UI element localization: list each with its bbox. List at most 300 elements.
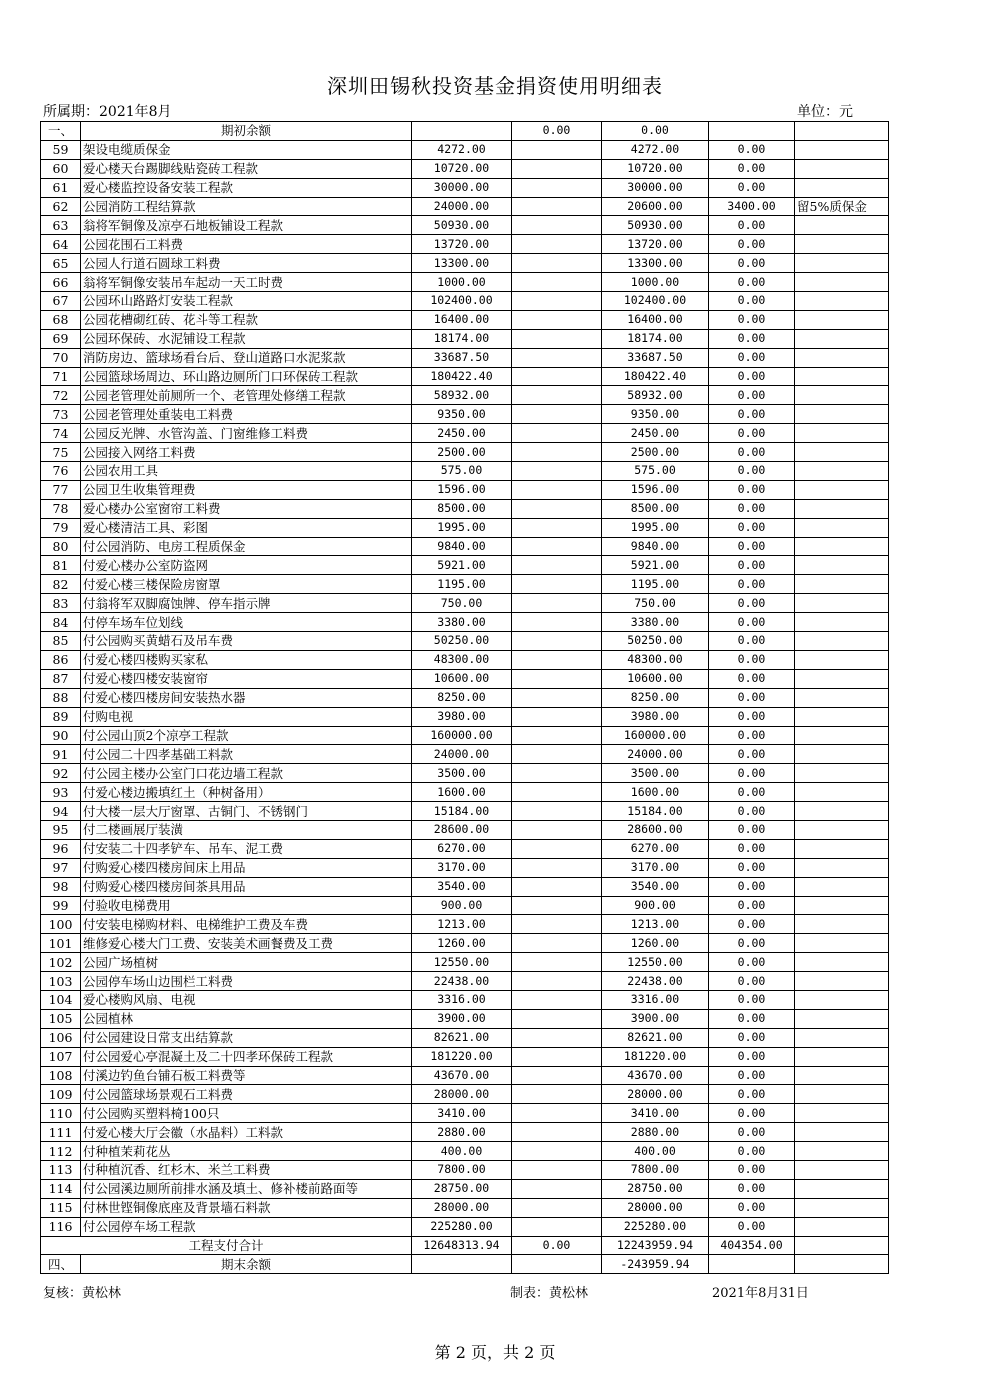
amount-cell: 0.00 [709,140,795,159]
row-description: 翁将军铜像及凉亭石地板铺设工程款 [81,216,412,235]
amount-cell: 0.00 [709,462,795,481]
amount-cell: 5921.00 [412,556,512,575]
amount-cell: 160000.00 [412,726,512,745]
row-description: 付公园二十四孝基础工料款 [81,745,412,764]
amount-cell: 28000.00 [412,1085,512,1104]
row-number: 114 [41,1179,81,1198]
ledger-row [41,783,889,802]
amount-cell: 0.00 [709,424,795,443]
row-number: 65 [41,254,81,273]
amount-cell: 2450.00 [602,424,709,443]
ledger-row [41,480,889,499]
amount-cell: 0.00 [709,405,795,424]
row-number: 61 [41,178,81,197]
row-number: 60 [41,159,81,178]
amount-cell: 1000.00 [412,273,512,292]
row-description: 付公园爱心亭混凝土及二十四孝环保砖工程款 [81,1047,412,1066]
amount-cell: 1600.00 [602,783,709,802]
remark-cell [795,480,889,499]
row-number: 98 [41,877,81,896]
remark-cell [795,783,889,802]
amount-cell [512,499,602,518]
amount-cell [512,858,602,877]
ledger-row [41,1160,889,1179]
amount-cell: 0.00 [709,159,795,178]
ledger-row [41,820,889,839]
amount-cell [512,462,602,481]
amount-cell: 102400.00 [412,292,512,311]
ledger-row [41,386,889,405]
amount-cell: 0.00 [709,650,795,669]
amount-cell [512,1142,602,1161]
amount-cell: 180422.40 [412,367,512,386]
amount-cell: 0.00 [709,1160,795,1179]
ledger-row [41,688,889,707]
amount-cell: 28000.00 [412,1198,512,1217]
amount-cell: 4272.00 [602,140,709,159]
ledger-row [41,159,889,178]
amount-cell: 8250.00 [602,688,709,707]
amount-cell [512,1085,602,1104]
remark-cell [795,972,889,991]
amount-cell: 0.00 [709,820,795,839]
row-number: 95 [41,820,81,839]
amount-cell: 2880.00 [412,1123,512,1142]
amount-cell: 3540.00 [412,877,512,896]
amount-cell: 13300.00 [602,254,709,273]
row-description: 付停车场车位划线 [81,613,412,632]
amount-cell: 0.00 [709,707,795,726]
remark-cell [795,1179,889,1198]
remark-cell [795,386,889,405]
amount-cell: 3170.00 [602,858,709,877]
row-description: 公园广场植树 [81,953,412,972]
row-description: 付种植茉莉花丛 [81,1142,412,1161]
remark-cell [795,348,889,367]
row-label: 期初余额 [81,122,412,141]
amount-cell: 750.00 [602,594,709,613]
ledger-row [41,310,889,329]
ledger-row [41,575,889,594]
amount-cell [512,990,602,1009]
amount-cell: 1213.00 [412,915,512,934]
amount-cell: 0.00 [709,1179,795,1198]
amount-cell [512,1028,602,1047]
amount-cell: 0.00 [709,1142,795,1161]
amount-cell [512,934,602,953]
remark-cell [795,273,889,292]
amount-cell: 0.00 [709,990,795,1009]
amount-cell: 15184.00 [602,802,709,821]
row-description: 付公园消防、电房工程质保金 [81,537,412,556]
amount-cell: 1995.00 [412,518,512,537]
row-number: 115 [41,1198,81,1217]
amount-cell: 0.00 [709,688,795,707]
amount-cell: 0.00 [709,329,795,348]
amount-cell: 28000.00 [602,1085,709,1104]
amount-cell [512,329,602,348]
amount-cell: 10600.00 [602,669,709,688]
amount-cell: 48300.00 [412,650,512,669]
amount-cell: 3500.00 [602,764,709,783]
row-number: 76 [41,462,81,481]
remark-cell [795,1085,889,1104]
ledger-row [41,594,889,613]
amount-cell: 43670.00 [602,1066,709,1085]
ledger-row [41,273,889,292]
amount-cell [512,707,602,726]
amount-cell [512,839,602,858]
row-number: 86 [41,650,81,669]
remark-cell [795,367,889,386]
subtotal-row [41,1236,889,1255]
remark-cell [795,802,889,821]
amount-cell: 3380.00 [602,613,709,632]
remark-cell [795,726,889,745]
ledger-row [41,877,889,896]
row-description: 付翁将军双脚腐蚀牌、停车指示牌 [81,594,412,613]
amount-cell: 0.00 [709,367,795,386]
amount-cell: 0.00 [709,537,795,556]
amount-cell: 13720.00 [412,235,512,254]
date-label: 2021年8月31日 [712,1286,809,1301]
ledger-row [41,669,889,688]
amount-cell: 0.00 [709,556,795,575]
amount-cell [512,688,602,707]
amount-cell [709,1255,795,1274]
remark-cell [795,235,889,254]
amount-cell [512,480,602,499]
row-description: 付二楼画展厅装潢 [81,820,412,839]
ledger-row [41,518,889,537]
remark-cell [795,537,889,556]
amount-cell [512,405,602,424]
amount-cell: 1600.00 [412,783,512,802]
amount-cell: 15184.00 [412,802,512,821]
row-number: 59 [41,140,81,159]
amount-cell [512,197,602,216]
amount-cell: 0.00 [709,1198,795,1217]
remark-cell [795,1142,889,1161]
amount-cell: 12550.00 [602,953,709,972]
amount-cell: 0.00 [709,348,795,367]
amount-cell: 6270.00 [602,839,709,858]
amount-cell [512,764,602,783]
amount-cell: 50250.00 [602,632,709,651]
amount-cell: 0.00 [709,178,795,197]
amount-cell [512,745,602,764]
amount-cell: 0.00 [709,896,795,915]
page-indicator: 第 2 页，共 2 页 [434,1343,556,1362]
amount-cell: 0.00 [709,499,795,518]
remark-cell [795,310,889,329]
ledger-row [41,254,889,273]
ledger-row [41,953,889,972]
amount-cell: 0.00 [512,1236,602,1255]
amount-cell: 12648313.94 [412,1236,512,1255]
ledger-row [41,650,889,669]
remark-cell [795,575,889,594]
amount-cell [512,1255,602,1274]
remark-cell [795,688,889,707]
amount-cell: 6270.00 [412,839,512,858]
amount-cell [512,1217,602,1236]
row-number: 79 [41,518,81,537]
amount-cell: 400.00 [602,1142,709,1161]
row-description: 公园花围石工料费 [81,235,412,254]
remark-cell [795,405,889,424]
amount-cell: 28750.00 [412,1179,512,1198]
amount-cell: 10600.00 [412,669,512,688]
amount-cell [512,367,602,386]
amount-cell: 3400.00 [709,197,795,216]
amount-cell: 575.00 [602,462,709,481]
amount-cell: 16400.00 [602,310,709,329]
row-number: 70 [41,348,81,367]
amount-cell [512,424,602,443]
amount-cell: 0.00 [709,594,795,613]
amount-cell: 160000.00 [602,726,709,745]
amount-cell: 12243959.94 [602,1236,709,1255]
row-number: 116 [41,1217,81,1236]
remark-cell [795,499,889,518]
amount-cell [512,1009,602,1028]
amount-cell: 5921.00 [602,556,709,575]
row-number: 92 [41,764,81,783]
row-description: 付大楼一层大厅窗罩、古铜门、不锈钢门 [81,802,412,821]
amount-cell [512,556,602,575]
row-description: 付爱心楼四楼购买家私 [81,650,412,669]
row-description: 付公园购买塑料椅100只 [81,1104,412,1123]
amount-cell [512,613,602,632]
row-number: 一、 [41,122,81,141]
amount-cell [512,669,602,688]
row-description: 付验收电梯费用 [81,896,412,915]
row-description: 付种植沉香、红杉木、米兰工料费 [81,1160,412,1179]
amount-cell: 10720.00 [602,159,709,178]
amount-cell: 404354.00 [709,1236,795,1255]
amount-cell: 48300.00 [602,650,709,669]
ledger-row [41,802,889,821]
amount-cell [512,915,602,934]
row-number: 97 [41,858,81,877]
ledger-row [41,424,889,443]
amount-cell [512,518,602,537]
amount-cell: 0.00 [709,953,795,972]
row-description: 付购爱心楼四楼房间床上用品 [81,858,412,877]
amount-cell [512,537,602,556]
ledger-table [40,121,889,1274]
remark-cell [795,556,889,575]
amount-cell: 750.00 [412,594,512,613]
amount-cell: 0.00 [709,575,795,594]
row-description: 公园反光牌、水管沟盖、门窗维修工料费 [81,424,412,443]
amount-cell: 3170.00 [412,858,512,877]
amount-cell: 3540.00 [602,877,709,896]
remark-cell [795,122,889,141]
amount-cell: 28000.00 [602,1198,709,1217]
ledger-row [41,1217,889,1236]
row-number: 94 [41,802,81,821]
amount-cell: 0.00 [709,877,795,896]
amount-cell: 9840.00 [602,537,709,556]
row-number: 103 [41,972,81,991]
ledger-row [41,462,889,481]
amount-cell: 0.00 [709,235,795,254]
amount-cell: -243959.94 [602,1255,709,1274]
ledger-row [41,972,889,991]
row-description: 付公园山顶2个凉亭工程款 [81,726,412,745]
remark-cell [795,443,889,462]
amount-cell: 82621.00 [602,1028,709,1047]
amount-cell: 2500.00 [602,443,709,462]
remark-cell [795,877,889,896]
row-description: 付爱心楼三楼保险房窗罩 [81,575,412,594]
ledger-row [41,707,889,726]
amount-cell: 20600.00 [602,197,709,216]
ledger-row [41,1142,889,1161]
ledger-row [41,537,889,556]
ledger-row [41,140,889,159]
amount-cell [512,1104,602,1123]
amount-cell [512,632,602,651]
row-description: 付安装电梯购材料、电梯维护工费及车费 [81,915,412,934]
ledger-row [41,197,889,216]
amount-cell: 0.00 [709,632,795,651]
amount-cell [709,122,795,141]
amount-cell: 9840.00 [412,537,512,556]
amount-cell: 900.00 [412,896,512,915]
row-number: 64 [41,235,81,254]
amount-cell [512,953,602,972]
amount-cell: 3410.00 [412,1104,512,1123]
reviewer-label: 复核：黄松林 [43,1286,122,1301]
ledger-row [41,915,889,934]
amount-cell: 1260.00 [412,934,512,953]
ledger-row [41,443,889,462]
ledger-row [41,1123,889,1142]
row-number: 89 [41,707,81,726]
amount-cell: 8250.00 [412,688,512,707]
remark-cell [795,1217,889,1236]
row-description: 爱心楼天台踢脚线贴瓷砖工程款 [81,159,412,178]
ledger-row [41,235,889,254]
remark-cell [795,292,889,311]
ledger-row [41,990,889,1009]
remark-cell [795,1047,889,1066]
remark-cell [795,764,889,783]
amount-cell: 900.00 [602,896,709,915]
remark-cell [795,140,889,159]
row-number: 84 [41,613,81,632]
row-description: 翁将军铜像安装吊车起动一天工时费 [81,273,412,292]
amount-cell: 3500.00 [412,764,512,783]
row-number: 66 [41,273,81,292]
ledger-row [41,632,889,651]
amount-cell [512,877,602,896]
amount-cell: 43670.00 [412,1066,512,1085]
amount-cell: 181220.00 [412,1047,512,1066]
amount-cell [512,1160,602,1179]
amount-cell: 0.00 [709,1217,795,1236]
opening-row [41,122,889,141]
row-number: 四、 [41,1255,81,1274]
amount-cell: 30000.00 [412,178,512,197]
amount-cell: 0.00 [709,292,795,311]
row-description: 付溪边钓鱼台铺石板工料费等 [81,1066,412,1085]
row-description: 付公园主楼办公室门口花边墙工程款 [81,764,412,783]
ledger-row [41,1009,889,1028]
row-description: 公园人行道石圆球工料费 [81,254,412,273]
amount-cell [512,820,602,839]
ledger-row [41,405,889,424]
amount-cell [512,386,602,405]
remark-cell [795,632,889,651]
ledger-row [41,1104,889,1123]
amount-cell [512,802,602,821]
remark-cell [795,1198,889,1217]
remark-cell [795,990,889,1009]
amount-cell: 1213.00 [602,915,709,934]
row-number: 104 [41,990,81,1009]
row-description: 消防房边、篮球场看台后、登山道路口水泥浆款 [81,348,412,367]
amount-cell: 3316.00 [602,990,709,1009]
amount-cell [512,650,602,669]
amount-cell [512,235,602,254]
amount-cell: 28600.00 [602,820,709,839]
row-number: 96 [41,839,81,858]
remark-cell [795,1028,889,1047]
remark-cell [795,915,889,934]
amount-cell [512,254,602,273]
row-description: 公园停车场山边围栏工料费 [81,972,412,991]
ledger-row [41,329,889,348]
amount-cell: 3900.00 [602,1009,709,1028]
amount-cell [512,1198,602,1217]
ledger-row [41,745,889,764]
remark-cell [795,254,889,273]
ledger-row [41,858,889,877]
amount-cell [512,348,602,367]
amount-cell: 3900.00 [412,1009,512,1028]
amount-cell: 1596.00 [412,480,512,499]
row-description: 公园篮球场周边、环山路边厕所门口环保砖工程款 [81,367,412,386]
amount-cell: 18174.00 [602,329,709,348]
row-description: 付公园篮球场景观石工料费 [81,1085,412,1104]
ledger-row [41,613,889,632]
remark-cell [795,159,889,178]
remark-cell [795,1123,889,1142]
amount-cell: 8500.00 [412,499,512,518]
row-number: 78 [41,499,81,518]
ledger-row [41,726,889,745]
row-number: 106 [41,1028,81,1047]
row-number: 93 [41,783,81,802]
amount-cell: 0.00 [709,669,795,688]
remark-cell [795,594,889,613]
remark-cell [795,1236,889,1255]
remark-cell [795,745,889,764]
row-number: 80 [41,537,81,556]
row-description: 付公园建设日常支出结算款 [81,1028,412,1047]
row-number: 101 [41,934,81,953]
amount-cell: 181220.00 [602,1047,709,1066]
ledger-row [41,1047,889,1066]
row-number: 88 [41,688,81,707]
amount-cell: 58932.00 [412,386,512,405]
row-description: 架设电缆质保金 [81,140,412,159]
amount-cell: 9350.00 [602,405,709,424]
